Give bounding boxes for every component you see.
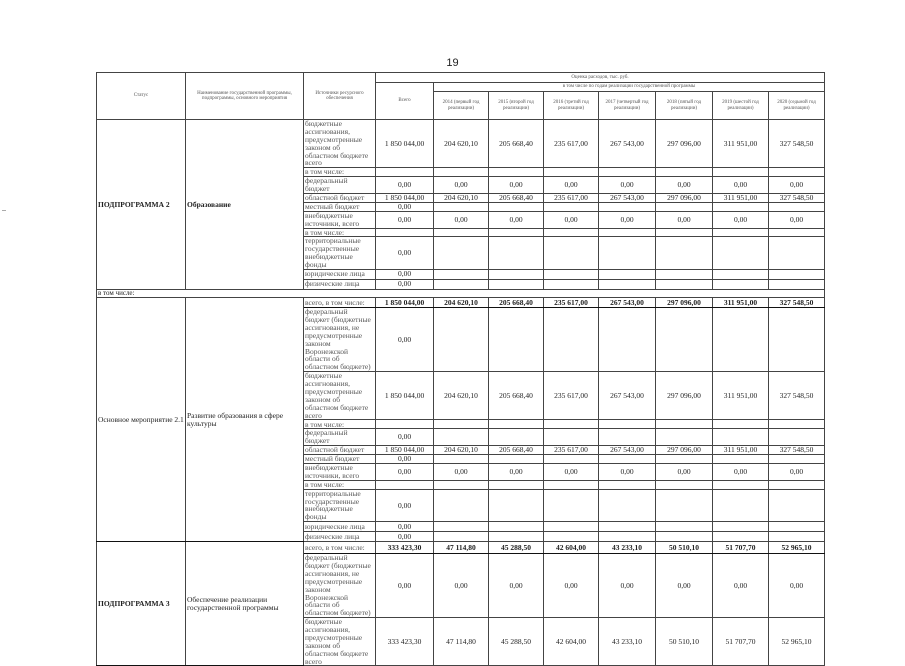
year-value-cell: 327 548,50 bbox=[769, 120, 825, 168]
year-value-cell: 235 617,00 bbox=[544, 120, 599, 168]
year-value-cell bbox=[434, 455, 489, 464]
year-value-cell: 0,00 bbox=[544, 211, 599, 228]
year-value-cell: 297 096,00 bbox=[656, 298, 713, 308]
funding-source-label: в том числе: bbox=[304, 228, 376, 237]
year-value-cell bbox=[769, 429, 825, 446]
margin-tick-mark bbox=[2, 210, 6, 211]
in-total-label-row bbox=[97, 289, 825, 297]
year-value-cell bbox=[769, 420, 825, 429]
year-value-cell: 50 510,10 bbox=[656, 618, 713, 666]
funding-source-label: федеральный бюджет bbox=[304, 177, 376, 194]
funding-source-label: местный бюджет bbox=[304, 202, 376, 211]
year-value-cell bbox=[656, 279, 713, 289]
year-value-cell: 51 707,70 bbox=[713, 618, 769, 666]
year-value-cell bbox=[769, 489, 825, 522]
total-value-cell: 0,00 bbox=[376, 522, 434, 532]
total-value-cell bbox=[376, 168, 434, 177]
header-status: Статус bbox=[97, 73, 186, 120]
year-value-cell bbox=[599, 429, 656, 446]
year-value-cell: 327 548,50 bbox=[769, 446, 825, 455]
year-value-cell bbox=[434, 420, 489, 429]
year-value-cell bbox=[656, 455, 713, 464]
funding-source-label: территориальные государственные внебюджетные фонды bbox=[304, 489, 376, 522]
year-value-cell bbox=[434, 168, 489, 177]
year-value-cell: 0,00 bbox=[544, 554, 599, 618]
year-value-cell: 0,00 bbox=[769, 464, 825, 481]
year-value-cell bbox=[544, 308, 599, 372]
header-year: 2017 (четвертый год реализации) bbox=[599, 92, 656, 120]
year-value-cell bbox=[489, 168, 544, 177]
funding-source-label: всего, в том числе: bbox=[304, 298, 376, 308]
budget-table bbox=[96, 72, 825, 666]
header-estimate: Оценка расходов, тыс. руб. bbox=[376, 73, 825, 83]
year-value-cell bbox=[434, 480, 489, 489]
year-value-cell: 205 668,40 bbox=[489, 372, 544, 420]
year-value-cell: 311 951,00 bbox=[713, 446, 769, 455]
year-value-cell: 45 288,50 bbox=[489, 542, 544, 554]
year-value-cell bbox=[489, 420, 544, 429]
year-value-cell bbox=[489, 429, 544, 446]
funding-source-label: федеральный бюджет (бюджетные ассигнования, не предусмотренные законом Воронежской области об областном бюджете) bbox=[304, 308, 376, 372]
year-value-cell: 50 510,10 bbox=[656, 542, 713, 554]
year-value-cell: 0,00 bbox=[489, 554, 544, 618]
year-value-cell bbox=[769, 480, 825, 489]
funding-source-label: федеральный бюджет (бюджетные ассигнования, не предусмотренные законом Воронежской области об областном бюджете) bbox=[304, 554, 376, 618]
year-value-cell bbox=[544, 269, 599, 279]
total-value-cell: 1 850 044,00 bbox=[376, 120, 434, 168]
funding-source-label: физические лица bbox=[304, 279, 376, 289]
total-value-cell: 0,00 bbox=[376, 455, 434, 464]
page-number: 19 bbox=[446, 57, 459, 69]
year-value-cell bbox=[544, 420, 599, 429]
year-value-cell bbox=[599, 522, 656, 532]
year-value-cell bbox=[544, 522, 599, 532]
year-value-cell bbox=[713, 532, 769, 542]
year-value-cell: 235 617,00 bbox=[544, 372, 599, 420]
funding-source-label: юридические лица bbox=[304, 269, 376, 279]
year-value-cell: 297 096,00 bbox=[656, 193, 713, 202]
year-value-cell: 205 668,40 bbox=[489, 446, 544, 455]
year-value-cell: 311 951,00 bbox=[713, 120, 769, 168]
header-year: 2015 (второй год реализации) bbox=[489, 92, 544, 120]
year-value-cell bbox=[489, 269, 544, 279]
total-value-cell bbox=[376, 480, 434, 489]
year-value-cell: 327 548,50 bbox=[769, 298, 825, 308]
year-value-cell bbox=[713, 429, 769, 446]
funding-source-label: местный бюджет bbox=[304, 455, 376, 464]
year-value-cell bbox=[713, 420, 769, 429]
year-value-cell: 327 548,50 bbox=[769, 193, 825, 202]
year-value-cell bbox=[544, 237, 599, 270]
year-value-cell bbox=[713, 489, 769, 522]
year-value-cell bbox=[544, 489, 599, 522]
year-value-cell bbox=[434, 522, 489, 532]
year-value-cell: 0,00 bbox=[544, 464, 599, 481]
year-value-cell: 267 543,00 bbox=[599, 372, 656, 420]
total-value-cell: 1 850 044,00 bbox=[376, 446, 434, 455]
subprogram-3-name: Обеспечение реализации государственной программы bbox=[186, 542, 304, 666]
year-value-cell: 297 096,00 bbox=[656, 372, 713, 420]
year-value-cell: 235 617,00 bbox=[544, 446, 599, 455]
year-value-cell bbox=[656, 237, 713, 270]
year-value-cell bbox=[434, 237, 489, 270]
year-value-cell: 0,00 bbox=[713, 211, 769, 228]
year-value-cell bbox=[434, 228, 489, 237]
year-value-cell bbox=[544, 279, 599, 289]
year-value-cell bbox=[656, 308, 713, 372]
year-value-cell bbox=[489, 202, 544, 211]
total-value-cell bbox=[376, 420, 434, 429]
year-value-cell bbox=[489, 480, 544, 489]
total-value-cell: 0,00 bbox=[376, 269, 434, 279]
year-value-cell bbox=[434, 308, 489, 372]
year-value-cell: 205 668,40 bbox=[489, 193, 544, 202]
year-value-cell bbox=[489, 308, 544, 372]
year-value-cell bbox=[489, 522, 544, 532]
year-value-cell bbox=[656, 228, 713, 237]
year-value-cell: 0,00 bbox=[713, 554, 769, 618]
main-activity-2-1-name: Развитие образования в сфере культуры bbox=[186, 298, 304, 542]
subprogram-2-name: Образование bbox=[186, 120, 304, 290]
year-value-cell bbox=[656, 489, 713, 522]
year-value-cell bbox=[544, 429, 599, 446]
year-value-cell: 297 096,00 bbox=[656, 120, 713, 168]
funding-source-label: внебюджетные источники, всего bbox=[304, 211, 376, 228]
year-value-cell bbox=[769, 228, 825, 237]
year-value-cell: 0,00 bbox=[656, 464, 713, 481]
year-value-cell bbox=[656, 532, 713, 542]
year-value-cell: 0,00 bbox=[656, 211, 713, 228]
year-value-cell: 311 951,00 bbox=[713, 193, 769, 202]
total-value-cell: 0,00 bbox=[376, 308, 434, 372]
year-value-cell bbox=[599, 480, 656, 489]
year-value-cell bbox=[544, 532, 599, 542]
funding-source-label: в том числе: bbox=[304, 480, 376, 489]
year-value-cell bbox=[713, 269, 769, 279]
year-value-cell: 52 965,10 bbox=[769, 618, 825, 666]
funding-source-label: в том числе: bbox=[304, 168, 376, 177]
year-value-cell: 43 233,10 bbox=[599, 618, 656, 666]
funding-source-label: в том числе: bbox=[304, 420, 376, 429]
year-value-cell bbox=[599, 237, 656, 270]
subprogram-3-status: ПОДПРОГРАММА 3 bbox=[97, 542, 186, 666]
year-value-cell bbox=[656, 420, 713, 429]
year-value-cell: 0,00 bbox=[434, 554, 489, 618]
year-value-cell bbox=[656, 269, 713, 279]
year-value-cell bbox=[656, 522, 713, 532]
total-value-cell: 333 423,30 bbox=[376, 618, 434, 666]
year-value-cell bbox=[434, 269, 489, 279]
year-value-cell: 267 543,00 bbox=[599, 120, 656, 168]
header-year: 2016 (третий год реализации) bbox=[544, 92, 599, 120]
year-value-cell bbox=[769, 522, 825, 532]
year-value-cell bbox=[656, 168, 713, 177]
year-value-cell bbox=[713, 228, 769, 237]
year-value-cell: 0,00 bbox=[769, 554, 825, 618]
year-value-cell: 52 965,10 bbox=[769, 542, 825, 554]
year-value-cell bbox=[544, 228, 599, 237]
year-value-cell bbox=[544, 480, 599, 489]
funding-source-label: юридические лица bbox=[304, 522, 376, 532]
year-value-cell: 327 548,50 bbox=[769, 372, 825, 420]
total-value-cell: 0,00 bbox=[376, 177, 434, 194]
year-value-cell: 0,00 bbox=[599, 464, 656, 481]
year-value-cell: 311 951,00 bbox=[713, 372, 769, 420]
total-value-cell: 1 850 044,00 bbox=[376, 193, 434, 202]
header-year: 2020 (седьмой год реализации) bbox=[769, 92, 825, 120]
year-value-cell bbox=[489, 237, 544, 270]
funding-source-label: областной бюджет bbox=[304, 446, 376, 455]
subprogram-2-row bbox=[97, 120, 825, 168]
year-value-cell bbox=[599, 202, 656, 211]
year-value-cell: 235 617,00 bbox=[544, 298, 599, 308]
year-value-cell bbox=[599, 279, 656, 289]
year-value-cell bbox=[489, 455, 544, 464]
year-value-cell bbox=[489, 489, 544, 522]
funding-source-label: бюджетные ассигнования, предусмотренные законом об областном бюджете всего bbox=[304, 120, 376, 168]
year-value-cell bbox=[656, 202, 713, 211]
total-value-cell: 0,00 bbox=[376, 211, 434, 228]
header-name: Наименование государственной программы, подпрограммы, основного мероприятия bbox=[186, 73, 304, 120]
year-value-cell: 42 604,00 bbox=[544, 618, 599, 666]
year-value-cell bbox=[713, 279, 769, 289]
year-value-cell: 0,00 bbox=[599, 554, 656, 618]
year-value-cell: 311 951,00 bbox=[713, 298, 769, 308]
year-value-cell bbox=[434, 202, 489, 211]
year-value-cell: 267 543,00 bbox=[599, 298, 656, 308]
year-value-cell bbox=[599, 420, 656, 429]
funding-source-label: областной бюджет bbox=[304, 193, 376, 202]
year-value-cell bbox=[656, 429, 713, 446]
year-value-cell bbox=[599, 228, 656, 237]
year-value-cell: 47 114,80 bbox=[434, 618, 489, 666]
year-value-cell: 43 233,10 bbox=[599, 542, 656, 554]
year-value-cell bbox=[769, 532, 825, 542]
year-value-cell bbox=[599, 532, 656, 542]
funding-source-label: внебюджетные источники, всего bbox=[304, 464, 376, 481]
total-value-cell: 0,00 bbox=[376, 202, 434, 211]
total-value-cell: 0,00 bbox=[376, 237, 434, 270]
year-value-cell bbox=[599, 455, 656, 464]
year-value-cell bbox=[489, 228, 544, 237]
year-value-cell bbox=[769, 279, 825, 289]
total-value-cell: 333 423,30 bbox=[376, 542, 434, 554]
year-value-cell: 0,00 bbox=[489, 211, 544, 228]
year-value-cell bbox=[489, 279, 544, 289]
year-value-cell bbox=[769, 308, 825, 372]
year-value-cell: 0,00 bbox=[544, 177, 599, 194]
year-value-cell bbox=[713, 455, 769, 464]
year-value-cell: 297 096,00 bbox=[656, 446, 713, 455]
year-value-cell: 204 620,10 bbox=[434, 298, 489, 308]
year-value-cell bbox=[769, 202, 825, 211]
year-value-cell: 0,00 bbox=[434, 177, 489, 194]
year-value-cell bbox=[713, 308, 769, 372]
header-year: 2014 (первый год реализации) bbox=[434, 92, 489, 120]
year-value-cell bbox=[599, 308, 656, 372]
year-value-cell bbox=[434, 279, 489, 289]
year-value-cell: 267 543,00 bbox=[599, 193, 656, 202]
year-value-cell: 0,00 bbox=[599, 177, 656, 194]
year-value-cell bbox=[544, 202, 599, 211]
year-value-cell bbox=[713, 202, 769, 211]
header-total: Всего bbox=[376, 83, 434, 120]
total-value-cell: 0,00 bbox=[376, 489, 434, 522]
year-value-cell bbox=[489, 532, 544, 542]
year-value-cell bbox=[713, 522, 769, 532]
year-value-cell: 0,00 bbox=[656, 177, 713, 194]
year-value-cell: 204 620,10 bbox=[434, 372, 489, 420]
year-value-cell: 0,00 bbox=[713, 177, 769, 194]
year-value-cell: 51 707,70 bbox=[713, 542, 769, 554]
year-value-cell: 0,00 bbox=[489, 177, 544, 194]
funding-source-label: физические лица bbox=[304, 532, 376, 542]
year-value-cell bbox=[599, 269, 656, 279]
funding-source-label: бюджетные ассигнования, предусмотренные законом об областном бюджете всего bbox=[304, 372, 376, 420]
main-activity-2-1-row bbox=[97, 298, 825, 308]
funding-source-label: всего, в том числе: bbox=[304, 542, 376, 554]
year-value-cell bbox=[434, 489, 489, 522]
total-value-cell: 0,00 bbox=[376, 554, 434, 618]
year-value-cell: 42 604,00 bbox=[544, 542, 599, 554]
year-value-cell bbox=[769, 269, 825, 279]
year-value-cell bbox=[599, 168, 656, 177]
total-value-cell bbox=[376, 228, 434, 237]
year-value-cell bbox=[434, 429, 489, 446]
funding-source-label: территориальные государственные внебюджетные фонды bbox=[304, 237, 376, 270]
year-value-cell bbox=[713, 480, 769, 489]
year-value-cell: 235 617,00 bbox=[544, 193, 599, 202]
year-value-cell: 45 288,50 bbox=[489, 618, 544, 666]
year-value-cell bbox=[434, 532, 489, 542]
year-value-cell bbox=[769, 237, 825, 270]
year-value-cell bbox=[544, 455, 599, 464]
year-value-cell: 205 668,40 bbox=[489, 120, 544, 168]
year-value-cell bbox=[713, 168, 769, 177]
year-value-cell: 204 620,10 bbox=[434, 193, 489, 202]
year-value-cell: 0,00 bbox=[434, 464, 489, 481]
total-value-cell: 0,00 bbox=[376, 464, 434, 481]
section-label: в том числе: bbox=[97, 289, 825, 297]
funding-source-label: федеральный бюджет bbox=[304, 429, 376, 446]
year-value-cell bbox=[769, 168, 825, 177]
year-value-cell: 47 114,80 bbox=[434, 542, 489, 554]
total-value-cell: 0,00 bbox=[376, 429, 434, 446]
funding-source-label: бюджетные ассигнования, предусмотренные законом об областном бюджете всего bbox=[304, 618, 376, 666]
subprogram-3-row bbox=[97, 542, 825, 554]
header-row-estimate bbox=[97, 73, 825, 83]
year-value-cell: 205 668,40 bbox=[489, 298, 544, 308]
year-value-cell: 0,00 bbox=[656, 554, 713, 618]
year-value-cell bbox=[713, 237, 769, 270]
year-value-cell bbox=[544, 168, 599, 177]
year-value-cell: 204 620,10 bbox=[434, 446, 489, 455]
year-value-cell: 267 543,00 bbox=[599, 446, 656, 455]
main-activity-2-1-status: Основное мероприятие 2.1 bbox=[97, 298, 186, 542]
header-year: 2018 (пятый год реализации) bbox=[656, 92, 713, 120]
year-value-cell: 0,00 bbox=[769, 211, 825, 228]
total-value-cell: 0,00 bbox=[376, 532, 434, 542]
subprogram-2-status: ПОДПРОГРАММА 2 bbox=[97, 120, 186, 290]
total-value-cell: 1 850 044,00 bbox=[376, 372, 434, 420]
year-value-cell: 0,00 bbox=[489, 464, 544, 481]
header-by-years: в том числе по годам реализации государственной программы bbox=[434, 83, 825, 92]
year-value-cell: 0,00 bbox=[713, 464, 769, 481]
year-value-cell: 0,00 bbox=[599, 211, 656, 228]
year-value-cell: 0,00 bbox=[769, 177, 825, 194]
year-value-cell: 204 620,10 bbox=[434, 120, 489, 168]
header-sources: Источники ресурсного обеспечения bbox=[304, 73, 376, 120]
year-value-cell: 0,00 bbox=[434, 211, 489, 228]
year-value-cell bbox=[769, 455, 825, 464]
total-value-cell: 0,00 bbox=[376, 279, 434, 289]
year-value-cell bbox=[599, 489, 656, 522]
header-year: 2019 (шестой год реализации) bbox=[713, 92, 769, 120]
total-value-cell: 1 850 044,00 bbox=[376, 298, 434, 308]
year-value-cell bbox=[656, 480, 713, 489]
